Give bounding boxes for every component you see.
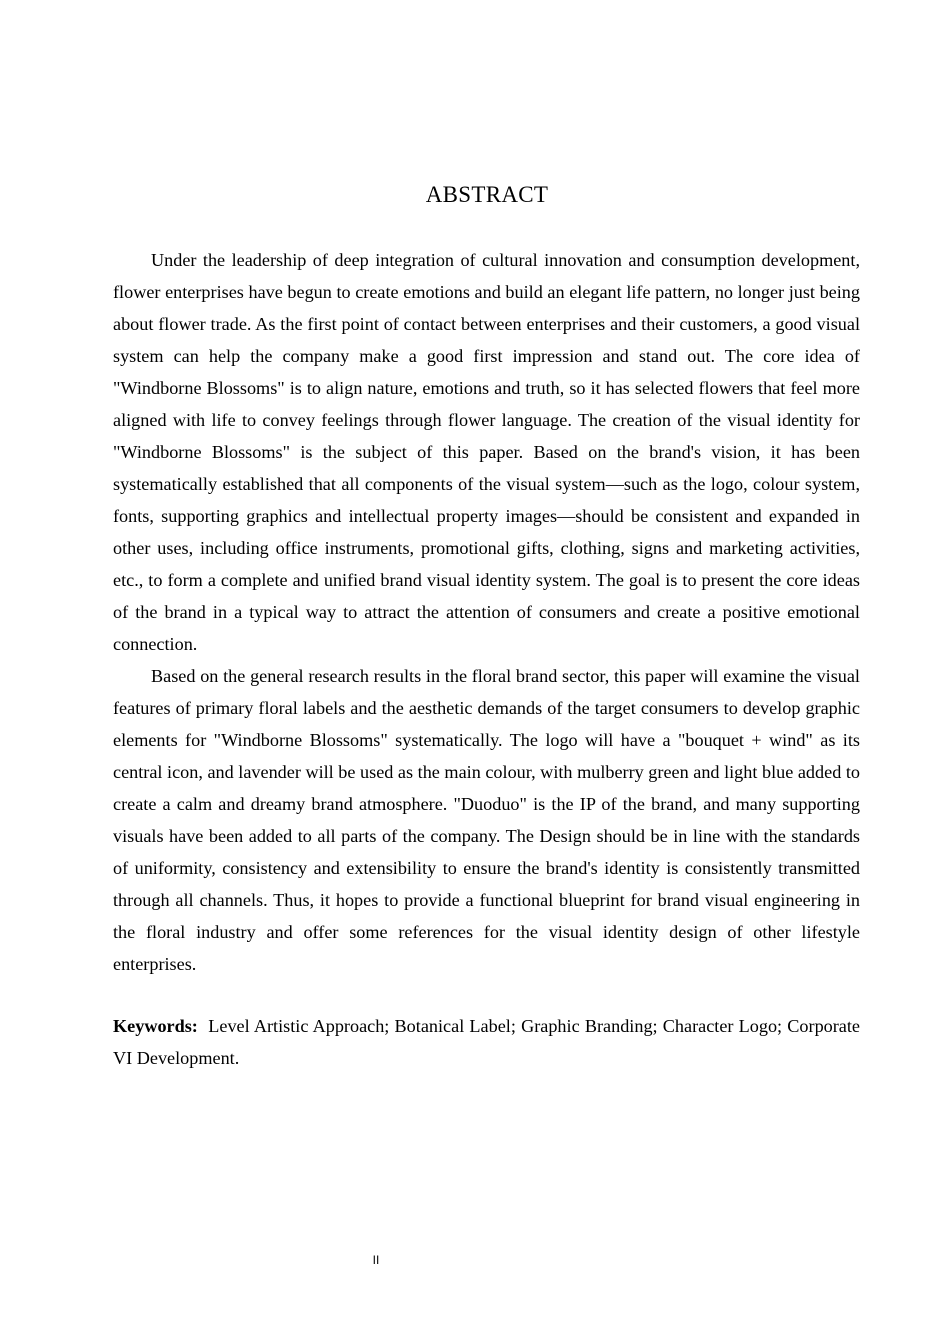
abstract-paragraph-1: Under the leadership of deep integration of cultural innovation and consumption development, flower enterprises have begun to create emotions and build an elegant life pattern, no longer just being about flower trade. As the first point of contact between enterprises and their customers, a good visual system can help the company make a good first impression and stand out. The core idea of "Windborne Blossoms" is to align nature, emotions and truth, so it has selected flowers that feel more aligned with life to convey feelings through flower language. The creation of the visual identity for "Windborne Blossoms" is the subject of this paper. Based on the brand's vision, it has been systematically established that all components of the visual system—such as the logo, colour system, fonts, supporting graphics and intellectual property images—should be consistent and expanded in other uses, including office instruments, promotional gifts, clothing, signs and marketing activities, etc., to form a complete and unified brand visual identity system. The goal is to present the core ideas of the brand in a typical way to attract the attention of consumers and create a positive emotional connection. [113,250,860,654]
keywords-text: Level Artistic Approach; Botanical Label; Graphic Branding; Character Logo; Corporate VI Development. [113,1016,861,1068]
keywords-line [113,1010,860,1074]
abstract-title: ABSTRACT [425,182,549,207]
page-number: II [372,1253,380,1267]
abstract-body [113,244,860,980]
keywords-label: Keywords: [113,1016,198,1036]
abstract-paragraph-2: Based on the general research results in the floral brand sector, this paper will examine the visual features of primary floral labels and the aesthetic demands of the target consumers to develop graphic elements for "Windborne Blossoms" systematically. The logo will have a "bouquet + wind" as its central icon, and lavender will be used as the main colour, with mulberry green and light blue added to create a calm and dreamy brand atmosphere. "Duoduo" is the IP of the brand, and many supporting visuals have been added to all parts of the company. The Design should be in line with the standards of uniformity, consistency and extensibility to ensure the brand's identity is consistently transmitted through all channels. Thus, it hopes to provide a functional blueprint for brand visual engineering in the floral industry and offer some references for the visual identity design of other lifestyle enterprises. [113,666,860,974]
